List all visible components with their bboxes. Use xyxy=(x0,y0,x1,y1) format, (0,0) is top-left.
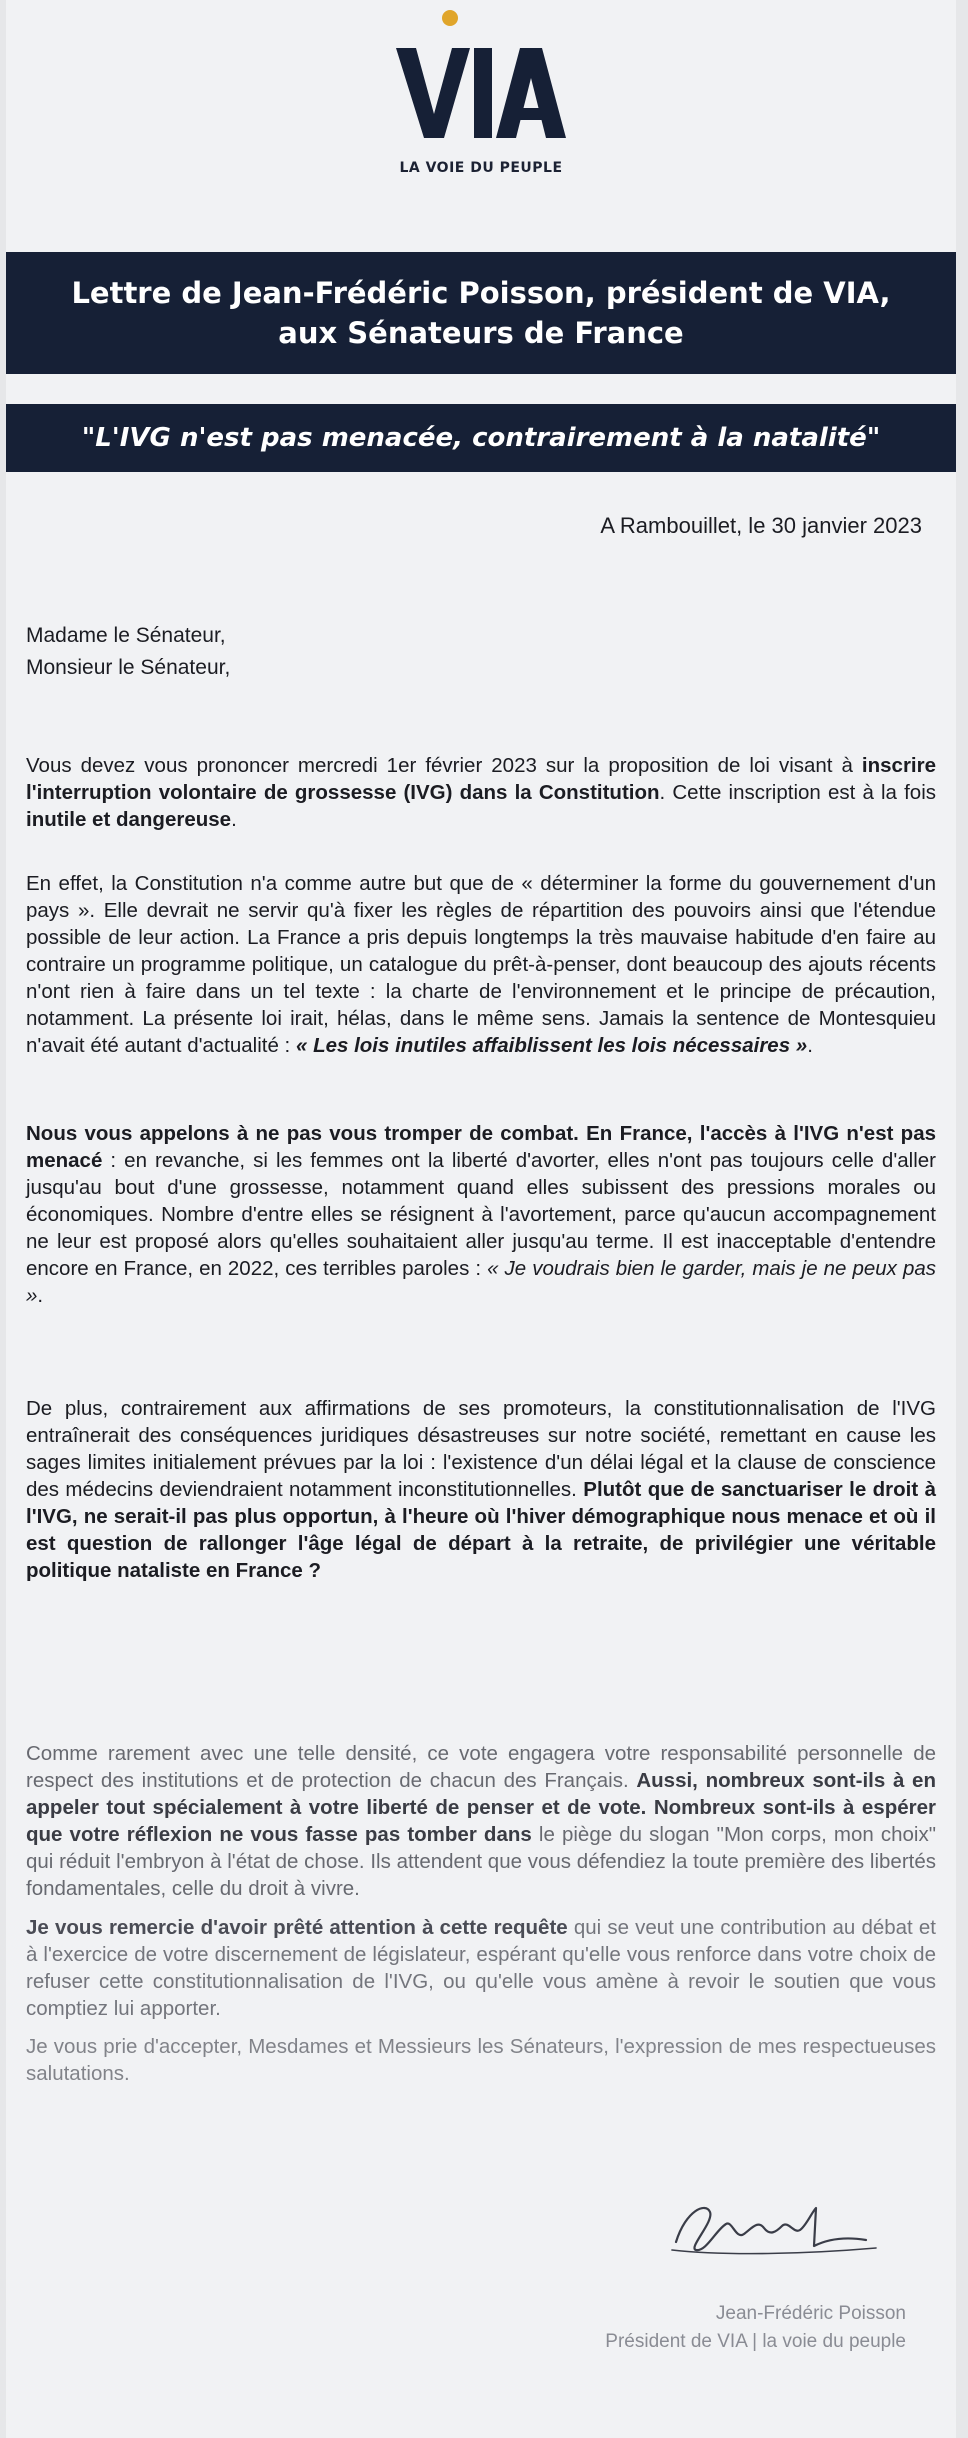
p3-text-b: : en revanche, si les femmes ont la liberté d'avorter, elles n'ont pas toujours celle d'aller jusqu'au bout d'une grossesse, notamment quand elles subissent des pressions morales ou économiques. Nombre d'entre elles se résignent à l'avortement, parce qu'aucun accompagnement ne leur est proposé alors qu'elles souhaitaient aller jusqu'au terme. Il est inacceptable d'entendre encore en France, en 2022, ces terribles paroles : xyxy=(26,1149,936,1280)
p7-text: Je vous prie d'accepter, Mesdames et Messieurs les Sénateurs, l'expression de mes respectueuses salutations. xyxy=(26,2035,936,2085)
letter-title xyxy=(71,273,890,353)
p6-text-bold: Je vous remercie d'avoir prêté attention à cette requête xyxy=(26,1916,568,1939)
via-logo-icon xyxy=(396,34,566,142)
p1-text-c: . Cette inscription est à la fois xyxy=(659,781,936,804)
paragraph-5 xyxy=(26,1740,936,1902)
title-banner xyxy=(6,252,956,374)
subtitle-quote: "L'IVG n'est pas menacée, contrairement à la natalité" xyxy=(81,423,881,453)
p2-text-c: . xyxy=(807,1034,813,1057)
salutation xyxy=(26,620,230,684)
paragraph-4 xyxy=(26,1395,936,1584)
subtitle-banner xyxy=(6,404,956,472)
paragraph-1 xyxy=(26,752,936,833)
p5-text-a: Comme rarement avec une telle densité, ce vote engagera votre responsabilité personnelle de respect des institutions et de protection de chacun des Français. xyxy=(26,1742,936,1792)
p3-text-d: . xyxy=(37,1284,44,1307)
title-line-1: Lettre de Jean-Frédéric Poisson, président de VIA, xyxy=(71,276,891,310)
p4-text-a: De plus, contrairement aux affirmations de ses promoteurs, la constitutionnalisation de l'IVG entraînerait des conséquences juridiques désastreuses sur notre société, remettant en cause les sages limites initialement prévues par la loi : l'existence d'un délai légal et la clause de conscience des médecins deviendraient notamment inconstitutionnelles. xyxy=(26,1397,936,1501)
paragraph-2 xyxy=(26,870,936,1059)
p5-text-c: le piège du slogan "Mon corps, mon choix" qui réduit l'embryon à l'état de chose. Ils attendent que vous défendiez la toute première des libertés fondamentales, celle du droit à vivre. xyxy=(26,1823,937,1900)
p1-text-bold-d: inutile et dangereuse xyxy=(26,808,232,831)
signer-block xyxy=(605,2300,906,2356)
dateline: A Rambouillet, le 30 janvier 2023 xyxy=(600,513,922,538)
p6-text-b: qui se veut une contribution au débat et à l'exercice de votre discernement de législateur, espérant qu'elle vous renforce dans votre choix de refuser cette constitutionnalisation de l'IVG, ou qu'elle vous amène à revoir le soutien que vous comptiez lui apporter. xyxy=(26,1916,936,2020)
p1-text-bold-a: inscrire l'interruption volontaire de grossesse (IVG) dans la Constitution xyxy=(26,754,936,804)
logo-tagline: LA VOIE DU PEUPLE xyxy=(399,160,563,176)
p5-text-bold: Aussi, nombreux sont-ils à en appeler tout spécialement à votre liberté de penser et de vote. Nombreux sont-ils à espérer que votre réflexion ne vous fasse pas tomber dans xyxy=(26,1769,936,1846)
p1-text-a: Vous devez vous prononcer mercredi 1er février 2023 sur la proposition de loi visant à xyxy=(26,754,862,777)
p2-quote: « Les lois inutiles affaiblissent les lois nécessaires » xyxy=(295,1034,808,1057)
p4-text-bold: Plutôt que de sanctuariser le droit à l'IVG, ne serait-il pas plus opportun, à l'heure où l'hiver démographique nous menace et où il est question de rallonger l'âge légal de départ à la retraite, de privilégier une véritable politique nataliste en France ? xyxy=(26,1478,936,1582)
paragraph-6 xyxy=(26,1914,936,2022)
salutation-line-2: Monsieur le Sénateur, xyxy=(26,656,231,679)
p2-text-a: En effet, la Constitution n'a comme autre but que de « déterminer la forme du gouvernement d'un pays ». Elle devrait ne servir qu'à fixer les règles de répartition des pouvoirs ainsi que l'étendue possible de leur action. La France a pris depuis longtemps la très mauvaise habitude d'en faire au contraire un programme politique, un catalogue du prêt-à-penser, dont beaucoup des ajouts récents n'ont rien à faire dans un tel texte : la charte de l'environnement et le principe de précaution, notamment. La présente loi irait, hélas, dans le même sens. Jamais la sentence de Montesquieu n'avait été autant d'actualité : xyxy=(26,872,936,1057)
signer-name: Jean-Frédéric Poisson xyxy=(715,2303,906,2324)
logo-dot xyxy=(442,10,458,26)
signer-title: Président de VIA | la voie du peuple xyxy=(605,2331,906,2352)
signature-icon xyxy=(666,2190,886,2260)
title-line-2: aux Sénateurs de France xyxy=(278,316,684,350)
p3-quote: « Je voudrais bien le garder, mais je ne peux pas » xyxy=(26,1257,936,1307)
paragraph-3 xyxy=(26,1120,936,1309)
letter-page xyxy=(6,0,956,2438)
p1-text-e: . xyxy=(231,808,237,831)
salutation-line-1: Madame le Sénateur, xyxy=(26,624,226,647)
logo-area xyxy=(6,0,956,250)
paragraph-7 xyxy=(26,2033,936,2087)
p3-text-bold: Nous vous appelons à ne pas vous tromper de combat. En France, l'accès à l'IVG n'est pas menacé xyxy=(26,1122,936,1172)
